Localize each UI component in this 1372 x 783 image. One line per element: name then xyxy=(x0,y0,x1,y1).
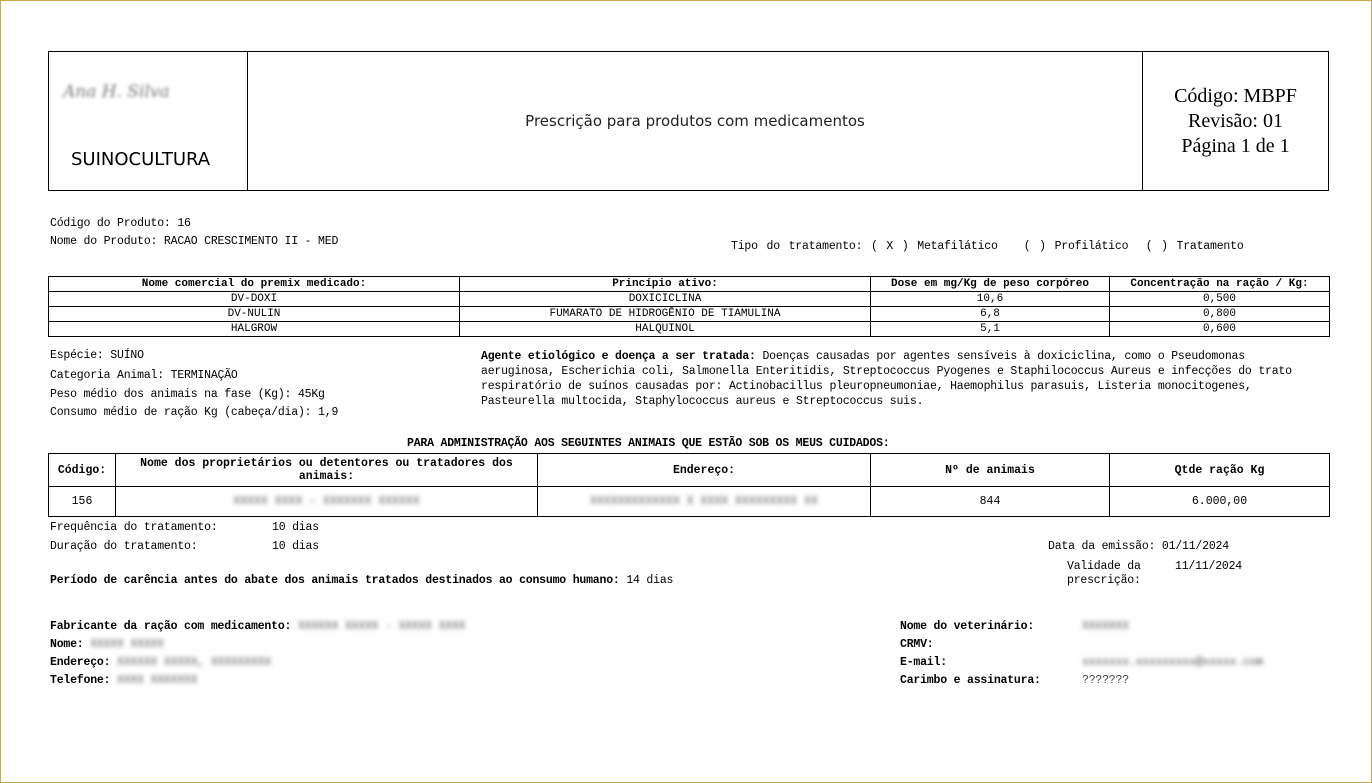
validity-label-2: prescrição: xyxy=(1067,574,1141,587)
vet-crmv-label: CRMV: xyxy=(900,638,934,651)
document-code: Código: MBPF xyxy=(1174,84,1297,107)
treatment-type xyxy=(731,240,1244,253)
premix-cell: 0,500 xyxy=(1110,292,1330,307)
signature-logo: Ana H. Silva xyxy=(63,82,170,102)
owner-cell xyxy=(116,487,538,517)
premix-cell: 5,1 xyxy=(871,322,1110,337)
manufacturer-value: XXXXXX XXXXX - XXXXX XXXX xyxy=(297,620,466,633)
document-code-cell xyxy=(1143,52,1328,190)
manufacturer-phone-line xyxy=(50,674,197,687)
product-name-label: Nome do Produto: xyxy=(50,235,158,248)
premix-cell: 0,800 xyxy=(1110,307,1330,322)
document-title: Prescrição para produtos com medicamentos xyxy=(248,52,1143,190)
validity-date: 11/11/2024 xyxy=(1175,560,1243,573)
owner-address: XXXXXXXXXXXXX X XXXX XXXXXXXXX XX xyxy=(590,495,818,508)
treatment-frequency-label: Frequência do tratamento: xyxy=(50,521,218,534)
product-code-line xyxy=(50,217,191,230)
table-row xyxy=(49,292,1330,307)
vet-name: XXXXXXX xyxy=(1082,620,1129,633)
manufacturer-address-line xyxy=(50,656,271,669)
withdrawal-value: 14 dias xyxy=(626,574,674,587)
emission-date-line xyxy=(1048,540,1229,553)
manufacturer-address-label: Endereço: xyxy=(50,656,111,669)
feed-quantity: 6.000,00 xyxy=(1110,487,1330,517)
premix-header-row xyxy=(49,277,1330,292)
treatment-frequency: 10 dias xyxy=(272,521,319,534)
vet-stamp: ??????? xyxy=(1082,674,1129,687)
treatment-type-label: Tipo do tratamento: xyxy=(731,240,863,253)
manufacturer-name: XXXXX XXXXX xyxy=(90,638,164,651)
species: Espécie: SUÍNO xyxy=(50,349,144,362)
owners-header-row xyxy=(49,454,1330,487)
feed-consumption: Consumo médio de ração Kg (cabeça/dia): 1,9 xyxy=(50,406,339,419)
address-cell xyxy=(538,487,871,517)
administration-title: PARA ADMINISTRAÇÃO AOS SEGUINTES ANIMAIS QUE ESTÃO SOB OS MEUS CUIDADOS: xyxy=(407,437,890,450)
premix-cell: DOXICICLINA xyxy=(460,292,871,307)
owners-header-owner: Nome dos proprietários ou detentores ou tratadores dos animais: xyxy=(116,454,538,487)
animal-category: Categoria Animal: TERMINAÇÃO xyxy=(50,369,238,382)
product-code-label: Código do Produto: xyxy=(50,217,171,230)
table-row xyxy=(49,322,1330,337)
withdrawal-period xyxy=(50,574,673,587)
premix-table xyxy=(48,276,1330,337)
document-revision: Revisão: 01 xyxy=(1188,109,1283,132)
emission-date-label: Data da emissão: xyxy=(1048,540,1156,553)
owner-code: 156 xyxy=(49,487,116,517)
etiologic-agent xyxy=(481,349,1321,409)
etiologic-agent-label: Agente etiológico e doença a ser tratada: xyxy=(481,350,756,363)
manufacturer-phone-label: Telefone: xyxy=(50,674,111,687)
treatment-tratamento: ( ) Tratamento xyxy=(1145,240,1244,253)
product-name-line xyxy=(50,235,338,248)
validity-label-1: Validade da xyxy=(1067,560,1141,573)
premix-cell: FUMARATO DE HIDROGÊNIO DE TIAMULINA xyxy=(460,307,871,322)
product-name: RACAO CRESCIMENTO II - MED xyxy=(163,235,339,248)
average-weight: Peso médio dos animais na fase (Kg): 45Kg xyxy=(50,388,325,401)
premix-cell: HALGROW xyxy=(49,322,460,337)
vet-name-label: Nome do veterinário: xyxy=(900,620,1035,633)
logo-cell xyxy=(49,52,248,190)
premix-header-name: Nome comercial do premix medicado: xyxy=(49,277,460,292)
owners-table xyxy=(48,453,1330,517)
manufacturer-line xyxy=(50,620,465,633)
premix-header-dose: Dose em mg/Kg de peso corpóreo xyxy=(871,277,1110,292)
document-page: Página 1 de 1 xyxy=(1181,134,1290,157)
owner-name: XXXXX XXXX - XXXXXXX XXXXXX xyxy=(233,495,420,508)
owners-header-code: Código: xyxy=(49,454,116,487)
premix-cell: 10,6 xyxy=(871,292,1110,307)
sector-label: SUINOCULTURA xyxy=(71,149,211,170)
treatment-duration: 10 dias xyxy=(272,540,319,553)
manufacturer-phone: XXXX XXXXXXX xyxy=(117,674,198,687)
withdrawal-label: Período de carência antes do abate dos animais tratados destinados ao consumo humano: xyxy=(50,574,620,587)
emission-date: 01/11/2024 xyxy=(1161,540,1229,553)
owners-header-feed: Qtde ração Kg xyxy=(1110,454,1330,487)
vet-stamp-label: Carimbo e assinatura: xyxy=(900,674,1041,687)
owners-header-animals: Nº de animais xyxy=(871,454,1110,487)
owners-header-address: Endereço: xyxy=(538,454,871,487)
product-code: 16 xyxy=(177,217,191,230)
treatment-metafilatico: ( X ) Metafilático xyxy=(871,240,998,253)
premix-cell: 6,8 xyxy=(871,307,1110,322)
manufacturer-name-label: Nome: xyxy=(50,638,84,651)
premix-cell: 0,600 xyxy=(1110,322,1330,337)
treatment-duration-label: Duração do tratamento: xyxy=(50,540,198,553)
vet-email-label: E-mail: xyxy=(900,656,947,669)
table-row xyxy=(49,307,1330,322)
premix-cell: DV-NULIN xyxy=(49,307,460,322)
treatment-profilatico: ( ) Profilático xyxy=(1023,240,1129,253)
manufacturer-address: XXXXXX XXXXX, XXXXXXXXX xyxy=(117,656,272,669)
table-row xyxy=(49,487,1330,517)
premix-cell: HALQUINOL xyxy=(460,322,871,337)
premix-header-principle: Princípio ativo: xyxy=(460,277,871,292)
manufacturer-name-line xyxy=(50,638,164,651)
document-header xyxy=(48,51,1329,191)
premix-header-concentration: Concentração na ração / Kg: xyxy=(1110,277,1330,292)
manufacturer-label: Fabricante da ração com medicamento: xyxy=(50,620,292,633)
premix-cell: DV-DOXI xyxy=(49,292,460,307)
vet-email: xxxxxxx.xxxxxxxxx@xxxxx.com xyxy=(1082,656,1263,669)
animal-count: 844 xyxy=(871,487,1110,517)
etiologic-agent-text: Doenças causadas por agentes sensíveis à doxiciclina, como o Pseudomonas aeruginosa, Escherichia coli, Salmonella Enteritidis, Streptococcus Pyogenes e Staphilococcus Aureus e infecções do trato respiratório de suínos causadas por: Actinobacillus pleuropneumoniae, Haemophilus parasuis, Listeria monocitogenes, Pasteurella multocida, Staphylococcus aureus e Streptococcus suis. xyxy=(481,350,1292,408)
